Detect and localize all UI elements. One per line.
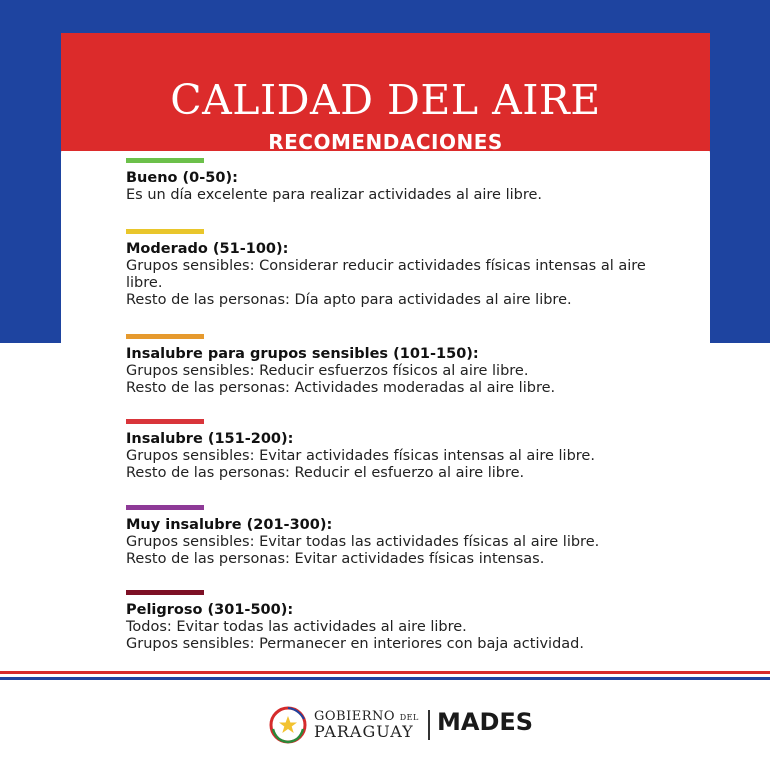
paraguay-label: PARAGUAY <box>314 722 414 741</box>
level-recommendation: Grupos sensibles: Reducir esfuerzos físicos al aire libre. <box>126 363 529 379</box>
logo-divider <box>428 710 430 740</box>
stripe-blue <box>0 677 770 680</box>
level-moderate <box>126 229 676 334</box>
level-color-swatch <box>126 334 204 339</box>
level-recommendation: Grupos sensibles: Permanecer en interiores con baja actividad. <box>126 636 584 652</box>
page-title: CALIDAD DEL AIRE <box>170 76 601 124</box>
level-good <box>126 158 676 229</box>
level-title: Insalubre para grupos sensibles (101-150): <box>126 346 479 362</box>
level-recommendation: Grupos sensibles: Considerar reducir actividades físicas intensas al aire libre. <box>126 258 646 291</box>
level-color-swatch <box>126 505 204 510</box>
level-recommendation: Grupos sensibles: Evitar actividades físicas intensas al aire libre. <box>126 448 595 464</box>
paraguay-seal-icon <box>268 705 308 745</box>
level-title: Moderado (51-100): <box>126 241 289 257</box>
level-recommendation: Resto de las personas: Actividades moderadas al aire libre. <box>126 380 556 396</box>
level-title: Bueno (0-50): <box>126 170 238 186</box>
page-subtitle: RECOMENDACIONES <box>268 130 503 154</box>
level-recommendation: Resto de las personas: Evitar actividades físicas intensas. <box>126 551 545 567</box>
mades-logo: MADES <box>437 708 534 736</box>
del-text: DEL <box>399 713 419 722</box>
level-unhealthy-sensitive <box>126 334 676 419</box>
flag-stripes <box>0 671 770 680</box>
level-color-swatch <box>126 419 204 424</box>
level-title: Insalubre (151-200): <box>126 431 294 447</box>
level-title: Peligroso (301-500): <box>126 602 294 618</box>
footer-logos <box>0 700 770 750</box>
level-recommendation: Es un día excelente para realizar actividades al aire libre. <box>126 187 543 203</box>
level-unhealthy <box>126 419 676 505</box>
air-quality-levels <box>126 158 676 653</box>
level-very-unhealthy <box>126 505 676 590</box>
gobierno-text: GOBIERNO <box>314 709 396 724</box>
level-color-swatch <box>126 158 204 163</box>
level-recommendation: Todos: Evitar todas las actividades al aire libre. <box>126 619 467 635</box>
level-recommendation: Resto de las personas: Reducir el esfuerzo al aire libre. <box>126 465 525 481</box>
level-hazardous <box>126 590 676 653</box>
level-recommendation: Grupos sensibles: Evitar todas las actividades físicas al aire libre. <box>126 534 600 550</box>
header-banner <box>61 33 710 154</box>
level-title: Muy insalubre (201-300): <box>126 517 333 533</box>
level-color-swatch <box>126 590 204 595</box>
level-recommendation: Resto de las personas: Día apto para actividades al aire libre. <box>126 292 572 308</box>
level-color-swatch <box>126 229 204 234</box>
